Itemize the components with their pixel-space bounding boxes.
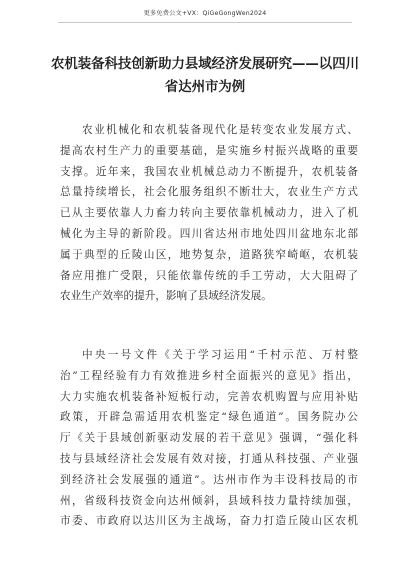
paragraph-line: 治”工程经验有力有效推进乡村全面振兴的意见》指出，	[60, 369, 358, 382]
paragraph-line: 农业机械化和农机装备现代化是转变农业发展方式、	[82, 124, 358, 136]
paragraph-line: 已从主要依靠人力畜力转向主要依靠机械动力，进入了机	[60, 207, 358, 220]
paragraph-line: 中央一号文件《关于学习运用“千村示范、万村整	[82, 349, 358, 361]
paragraph-line: 属于典型的丘陵山区，地势复杂，道路狭窄崎岖，农机装	[60, 248, 358, 261]
title-line-1: 农机装备科技创新助力县域经济发展研究——以四川	[51, 57, 359, 72]
paragraph-line: 备应用推广受限，只能依靠传统的手工劳动，大大阻碍了	[60, 269, 358, 282]
document-title	[46, 53, 364, 99]
paragraph-line: 总量持续增长，社会化服务组织不断壮大，农业生产方式	[60, 186, 358, 199]
paragraph-line: 农业生产效率的提升，影响了县域经济发展。	[60, 290, 272, 303]
paragraph-line: 械化为主导的新阶段。四川省达州市地处四川盆地东北部	[60, 227, 358, 240]
paragraph-line: 州，省级科技资金向达州倾斜，县域科技力量持续加强，	[60, 494, 358, 507]
paragraph-line: 市委、市政府以达川区为主战场，奋力打造丘陵山区农机	[60, 515, 358, 528]
paragraph-line: 技与县域经济社会发展有效对接，打通从科技强、产业强	[60, 452, 358, 465]
paragraph-1	[60, 120, 358, 307]
paragraph-line: 厅《关于县域创新驱动发展的若干意见》强调，“强化科	[60, 432, 358, 445]
paragraph-line: 大力实施农机装备补短板行动，完善农机购置与应用补贴	[60, 390, 358, 403]
paragraph-line: 到经济社会发展强的通道”。达州市作为丰设科技局的市	[60, 473, 358, 486]
paragraph-line: 提高农村生产力的重要基础，是实施乡村振兴战略的重要	[60, 144, 358, 157]
page-header: 更多免费公文+VX：QiGeGongWen2024	[143, 10, 267, 17]
paragraph-line: 政策，开辟急需适用农机鉴定“绿色通道”。国务院办公	[60, 411, 358, 424]
paragraph-line: 支撑。近年来，我国农业机械总动力不断提升，农机装备	[60, 165, 358, 178]
paragraph-2	[60, 345, 358, 532]
header-divider	[58, 22, 352, 23]
title-line-2: 省达州市为例	[164, 80, 246, 95]
